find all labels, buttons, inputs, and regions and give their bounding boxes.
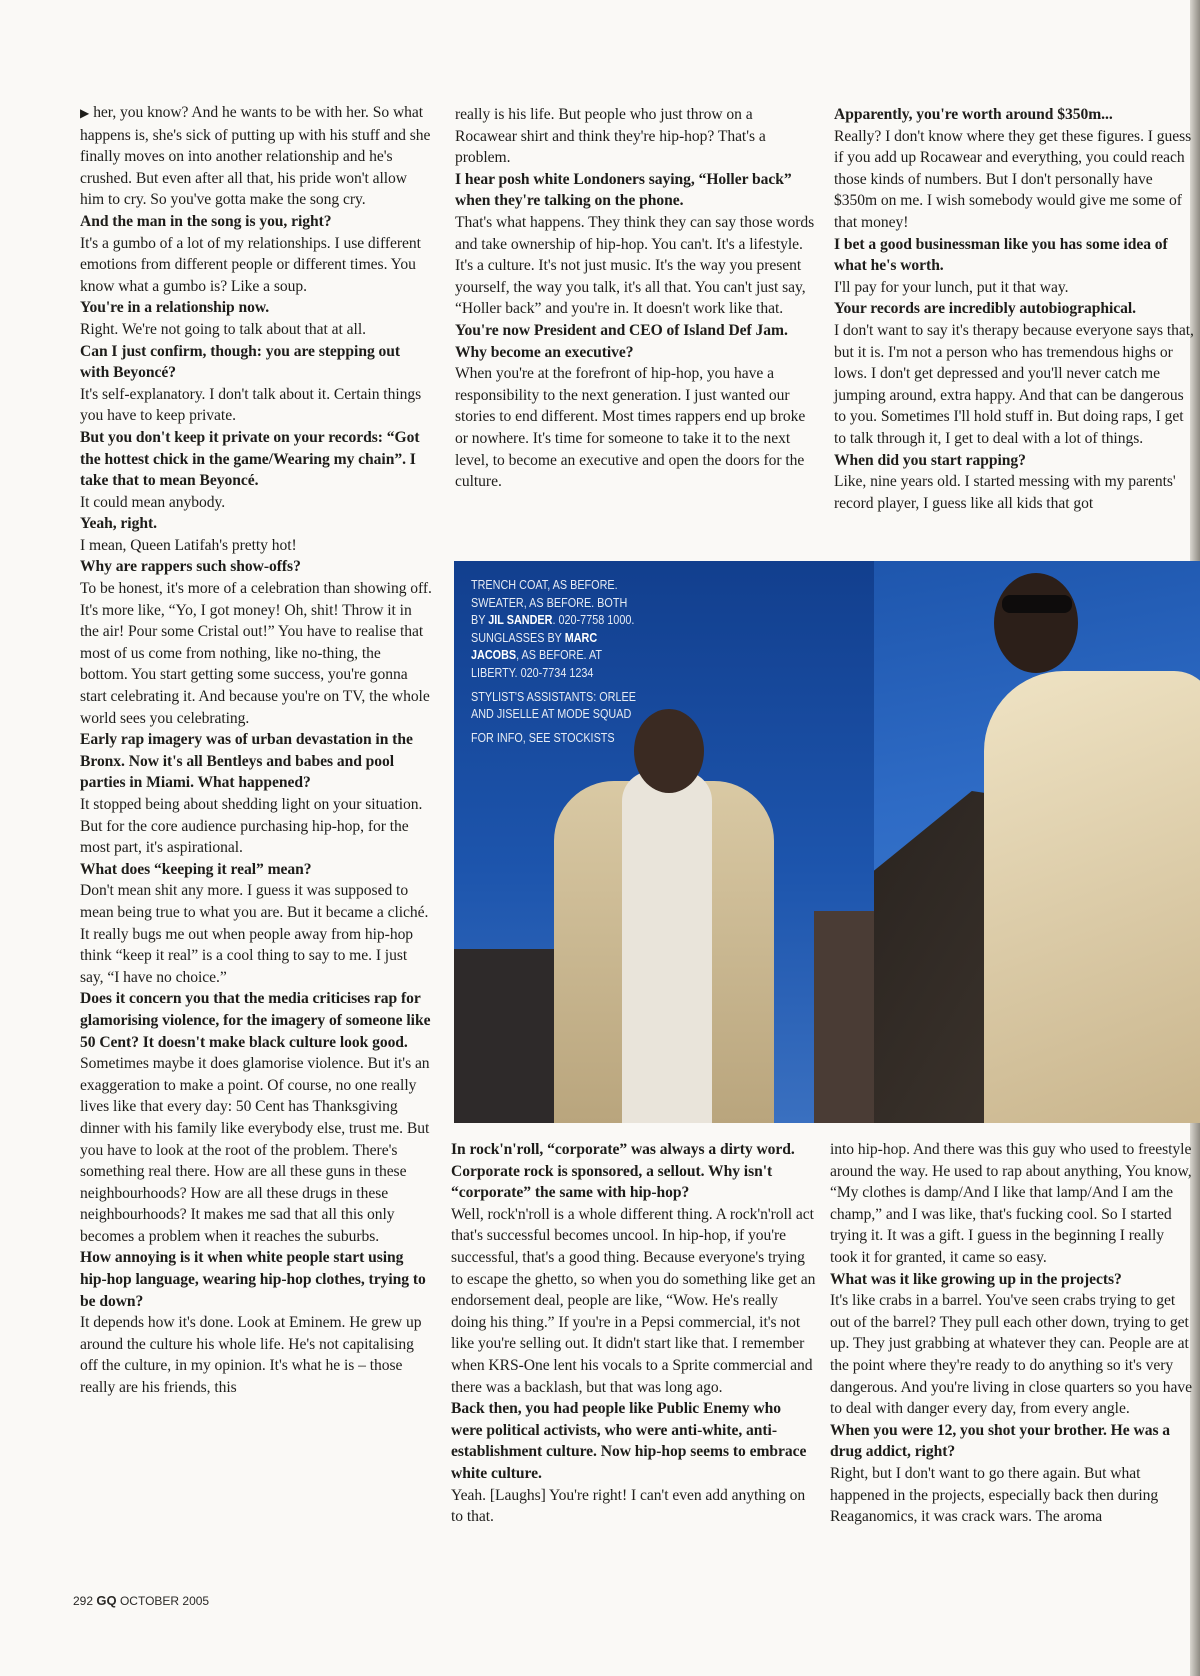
paragraph-text: When you're at the forefront of hip-hop, you have a responsibility to the next generation. I just wanted our stories to end different. Most times rappers end up broke or nowhere. It's time for someone to take it to the next level, to become an executive and open the doors for the culture. — [455, 365, 806, 491]
paragraph-text: Yeah, right. — [80, 515, 157, 533]
interview-question — [80, 427, 432, 492]
article-column-2-bottom — [451, 1139, 816, 1528]
paragraph-text: It depends how it's done. Look at Eminem. He grew up around the culture his whole life. He's not capitalising off the culture, in my opinion. It's what he is – those really are his friends, this — [80, 1314, 422, 1397]
sunglasses — [1002, 595, 1072, 613]
photo-caption — [471, 577, 643, 747]
paragraph-text: You're now President and CEO of Island Def Jam. Why become an executive? — [455, 321, 788, 361]
paragraph-text: And the man in the song is you, right? — [80, 212, 332, 230]
paragraph-text: I mean, Queen Latifah's pretty hot! — [80, 536, 297, 554]
paragraph-text: I hear posh white Londoners saying, “Holler back” when they're talking on the phone. — [455, 170, 792, 210]
interview-answer — [451, 1485, 816, 1528]
paragraph-text: into hip-hop. And there was this guy who used to freestyle around the way. He used to rap about anything, You know, “My clothes is damp/And I like that lamp/And I am the champ,” and I was like, that's fucking cool. So I started trying it. It was a gift. I guess in the beginning I really took it for granted, it came so easy. — [830, 1141, 1192, 1266]
paragraph-text: Right, but I don't want to go there again. But what happened in the projects, especially back then during Reaganomics, it was crack wars. The aroma — [830, 1464, 1159, 1526]
paragraph-text: Really? I don't know where they get these figures. I guess if you add up Rocawear and everything, you could reach those kinds of numbers. But I don't personally have $350m on me. I wish somebody would give me some of that money! — [834, 127, 1192, 231]
interview-answer — [80, 233, 432, 298]
photo-right-panel — [874, 561, 1200, 1123]
interview-question — [80, 341, 432, 384]
interview-answer — [455, 212, 815, 320]
interview-answer — [451, 1204, 816, 1398]
photo-spread — [454, 561, 1200, 1123]
paragraph-text: How annoying is it when white people start using hip-hop language, wearing hip-hop clothes, trying to be down? — [80, 1249, 426, 1310]
interview-answer — [80, 319, 432, 341]
article-column-3-top — [834, 104, 1194, 514]
caption-assistants: STYLIST'S ASSISTANTS: ORLEE AND JISELLE AT MODE SQUAD — [471, 689, 636, 722]
interview-question — [830, 1269, 1195, 1291]
city-skyline — [454, 949, 564, 1123]
photo-left-panel — [454, 561, 874, 1123]
paragraph-text: I don't want to say it's therapy because everyone says that, but it is. I'm not a person who has tremendous highs or lows. I don't get depressed and you'll never catch me jumping around, extra happy. And that can be dangerous to you. Sometimes I'll hold stuff in. But doing raps, I get to talk through it, I get to deal with a lot of things. — [834, 321, 1194, 447]
interview-question — [451, 1398, 816, 1484]
paragraph-text: What was it like growing up in the projects? — [830, 1270, 1122, 1288]
interview-question — [80, 859, 432, 881]
paragraph-text: Can I just confirm, though: you are stepping out with Beyoncé? — [80, 342, 401, 382]
interview-question — [80, 988, 432, 1053]
paragraph-text: You're in a relationship now. — [80, 299, 270, 317]
caption-credits: TRENCH COAT, AS BEFORE. SWEATER, AS BEFORE. BOTH BY JIL SANDER. 020-7758 1000. SUNGLASSES BY MARC JACOBS, AS BEFORE. AT LIBERTY. 020-7734 1234 — [471, 578, 635, 680]
continued-arrow-icon: ▶ — [80, 106, 90, 120]
paragraph-text: her, you know? And he wants to be with her. So what happens is, she's sick of putting up with his stuff and she finally moves on into another relationship and he's crushed. But even after all that, his pride won't allow him to cry. So you've gotta make the song cry. — [80, 104, 431, 209]
interview-answer — [830, 1290, 1195, 1420]
issue-date: OCTOBER 2005 — [119, 1594, 210, 1608]
paragraph-text: Your records are incredibly autobiographical. — [834, 300, 1136, 318]
paragraph-text: Does it concern you that the media criticises rap for glamorising violence, for the imagery of someone like 50 Cent? It doesn't make black culture look good. — [80, 990, 431, 1051]
paragraph-text: I'll pay for your lunch, put it that way. — [834, 278, 1069, 296]
interview-answer — [455, 363, 815, 493]
interview-answer — [80, 535, 432, 557]
interview-answer — [80, 384, 432, 427]
interview-question — [80, 1247, 432, 1312]
paragraph-text: It stopped being about shedding light on your situation. But for the core audience purchasing hip-hop, for the most part, it's aspirational. — [80, 796, 423, 857]
article-column-3-bottom — [830, 1139, 1195, 1528]
paragraph-text: It's like crabs in a barrel. You've seen crabs trying to get out of the barrel? They pull each other down, trying to get up. They just grabbing at whatever they can. People are at the point where they're ready to do anything so it's very dangerous. And you're living in close quarters so you have to deal with danger every day, from every angle. — [830, 1292, 1192, 1418]
interview-answer — [80, 880, 432, 988]
interview-answer — [834, 277, 1194, 299]
interview-question — [834, 298, 1194, 320]
paragraph-text: But you don't keep it private on your records: “Got the hottest chick in the game/Wearing my chain”. I take that to mean Beyoncé. — [80, 428, 420, 490]
caption-info: FOR INFO, SEE STOCKISTS — [471, 730, 615, 745]
paragraph-text: What does “keeping it real” mean? — [80, 860, 312, 878]
interview-answer — [830, 1139, 1195, 1269]
paragraph-text: When did you start rapping? — [834, 451, 1026, 469]
building — [814, 911, 874, 1123]
paragraph-text: Apparently, you're worth around $350m... — [834, 106, 1113, 123]
paragraph-text: Well, rock'n'roll is a whole different thing. A rock'n'roll act that's successful becomes uncool. In hip-hop, if you're successful, that's a good thing. Because everyone's trying to escape the ghetto, so when you do something like get an endorsement deal, people are like, “Wow. He's really doing his thing.” If you're in a Pepsi commercial, it's not like you're selling out. It didn't start like that. I remember when KRS-One lent his vocals to a Sprite commercial and there was a backlash, but that was long ago. — [451, 1205, 816, 1396]
paragraph-text: Sometimes maybe it does glamorise violence. But it's an exaggeration to make a point. Of course, no one really lives like that every day: 50 Cent has Thanksgiving dinner with his family like everybody else, trust me. But you have to look at the root of the problem. There's something real there. How are all these guns in these neighbourhoods? How are all these drugs in these neighbourhoods? It makes me sad that all this only becomes a problem when it reaches the suburbs. — [80, 1055, 430, 1245]
interview-answer — [830, 1463, 1195, 1528]
interview-question — [80, 513, 432, 535]
trench-coat-closeup — [984, 671, 1200, 1123]
paragraph-text: That's what happens. They think they can say those words and take ownership of hip-hop. You can't. It's a lifestyle. It's a culture. It's not just music. It's the way you present yourself, the way you talk, it's all that. You can't just say, “Holler back” and you're in. It doesn't work like that. — [455, 213, 815, 318]
interview-answer — [455, 104, 815, 169]
paragraph-text: Like, nine years old. I started messing with my parents' record player, I guess like all kids that got — [834, 473, 1176, 512]
interview-question — [451, 1139, 816, 1204]
interview-answer — [80, 578, 432, 729]
interview-answer — [80, 492, 432, 514]
paragraph-text: When you were 12, you shot your brother. He was a drug addict, right? — [830, 1421, 1171, 1461]
paragraph-text: In rock'n'roll, “corporate” was always a dirty word. Corporate rock is sponsored, a sellout. Why isn't “corporate” the same with hip-hop? — [451, 1141, 795, 1202]
interview-question — [834, 234, 1194, 277]
paragraph-text: It could mean anybody. — [80, 493, 226, 511]
interview-answer — [80, 1053, 432, 1247]
paragraph-text: Don't mean shit any more. I guess it was supposed to mean being true to what you are. But it became a cliché. It really bugs me out when people away from hip-hop think “keep it real” is a cool thing to say to me. I just say, “I have no choice.” — [80, 882, 429, 986]
paragraph-text: Back then, you had people like Public Enemy who were political activists, who were anti-white, anti-establishment culture. Now hip-hop seems to embrace white culture. — [451, 1400, 807, 1482]
interview-question — [80, 556, 432, 578]
paragraph-text: Why are rappers such show-offs? — [80, 558, 301, 576]
interview-question — [834, 104, 1194, 126]
article-column-1 — [80, 102, 432, 1399]
interview-answer — [834, 126, 1194, 234]
sweater — [622, 771, 712, 1123]
magazine-brand: GQ — [96, 1593, 117, 1608]
paragraph-text: It's self-explanatory. I don't talk about it. Certain things you have to keep private. — [80, 385, 422, 425]
subject-head-closeup — [994, 573, 1078, 673]
article-column-2-top — [455, 104, 815, 493]
interview-answer — [80, 102, 432, 211]
subject-head — [634, 709, 704, 793]
paragraph-text: I bet a good businessman like you has some idea of what he's worth. — [834, 235, 1168, 275]
interview-question — [80, 729, 432, 794]
page-number: 292 — [73, 1594, 94, 1608]
interview-question — [834, 450, 1194, 472]
interview-question — [80, 297, 432, 319]
interview-answer — [834, 471, 1194, 514]
interview-answer — [834, 320, 1194, 450]
interview-answer — [80, 1312, 432, 1398]
page-folio — [73, 1593, 209, 1608]
paragraph-text: Right. We're not going to talk about that at all. — [80, 320, 366, 338]
interview-question — [455, 169, 815, 212]
paragraph-text: It's a gumbo of a lot of my relationships. I use different emotions from different people or different times. You know what a gumbo is? Like a soup. — [80, 234, 421, 295]
interview-answer — [80, 794, 432, 859]
paragraph-text: Early rap imagery was of urban devastation in the Bronx. Now it's all Bentleys and babes and pool parties in Miami. What happened? — [80, 731, 413, 792]
paragraph-text: Yeah. [Laughs] You're right! I can't even add anything on to that. — [451, 1486, 806, 1526]
paragraph-text: To be honest, it's more of a celebration than showing off. It's more like, “Yo, I got money! Oh, shit! Throw it in the air! Pour some Cristal out!” You have to realise that most of us come from nothing, like no-thing, the bottom. You start getting some success, you're gonna start celebrating it. And because you're on TV, the whole world sees you celebrating. — [80, 580, 432, 727]
interview-question — [830, 1420, 1195, 1463]
interview-question — [455, 320, 815, 363]
interview-question — [80, 211, 432, 233]
paragraph-text: really is his life. But people who just throw on a Rocawear shirt and think they're hip-hop? That's a problem. — [455, 106, 766, 167]
